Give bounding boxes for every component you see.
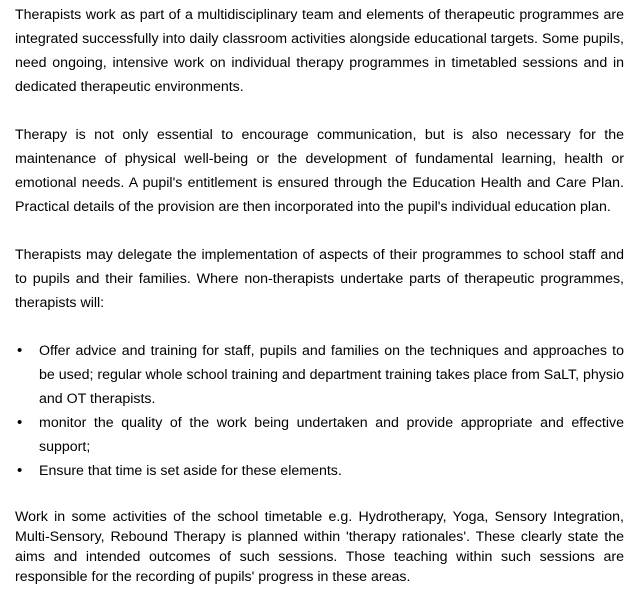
bullet-icon: • bbox=[17, 342, 23, 359]
bullet-list bbox=[15, 339, 624, 483]
paragraph-therapy-essential: Therapy is not only essential to encourage communication, but is also necessary for the maintenance of physical well-being or the development of fundamental learning, health or emotional needs. A pupil's entitlement is ensured through the Education Health and Care Plan. Practical details of the provision are then incorporated into the pupil's individual education plan. bbox=[15, 127, 624, 215]
paragraph-therapy-rationales: Work in some activities of the school timetable e.g. Hydrotherapy, Yoga, Sensory Integration, Multi-Sensory, Rebound Therapy is planned within 'therapy rationales'. These clearly state the aims and intended outcomes of such sessions. Those teaching within such sessions are responsible for the recording of pupils' progress in these areas. bbox=[15, 509, 624, 585]
list-item bbox=[15, 459, 624, 483]
list-item-text: Offer advice and training for staff, pupils and families on the techniques and approaches to be used; regular whole school training and department training takes place from SaLT, physio and OT therapists. bbox=[39, 343, 624, 407]
paragraph-delegation: Therapists may delegate the implementation of aspects of their programmes to school staff and to pupils and their families. Where non-therapists undertake parts of therapeutic programmes, therapists will: bbox=[15, 247, 624, 311]
bullet-icon: • bbox=[17, 414, 23, 431]
list-item bbox=[15, 339, 624, 411]
list-item-text: monitor the quality of the work being undertaken and provide appropriate and effective support; bbox=[39, 415, 624, 455]
list-item bbox=[15, 411, 624, 459]
list-item-text: Ensure that time is set aside for these elements. bbox=[39, 463, 342, 479]
bullet-icon: • bbox=[17, 462, 23, 479]
paragraph-therapists-team: Therapists work as part of a multidisciplinary team and elements of therapeutic programmes are integrated successfully into daily classroom activities alongside educational targets. Some pupils, need ongoing, intensive work on individual therapy programmes in timetabled sessions and in dedicated therapeutic environments. bbox=[15, 7, 624, 95]
